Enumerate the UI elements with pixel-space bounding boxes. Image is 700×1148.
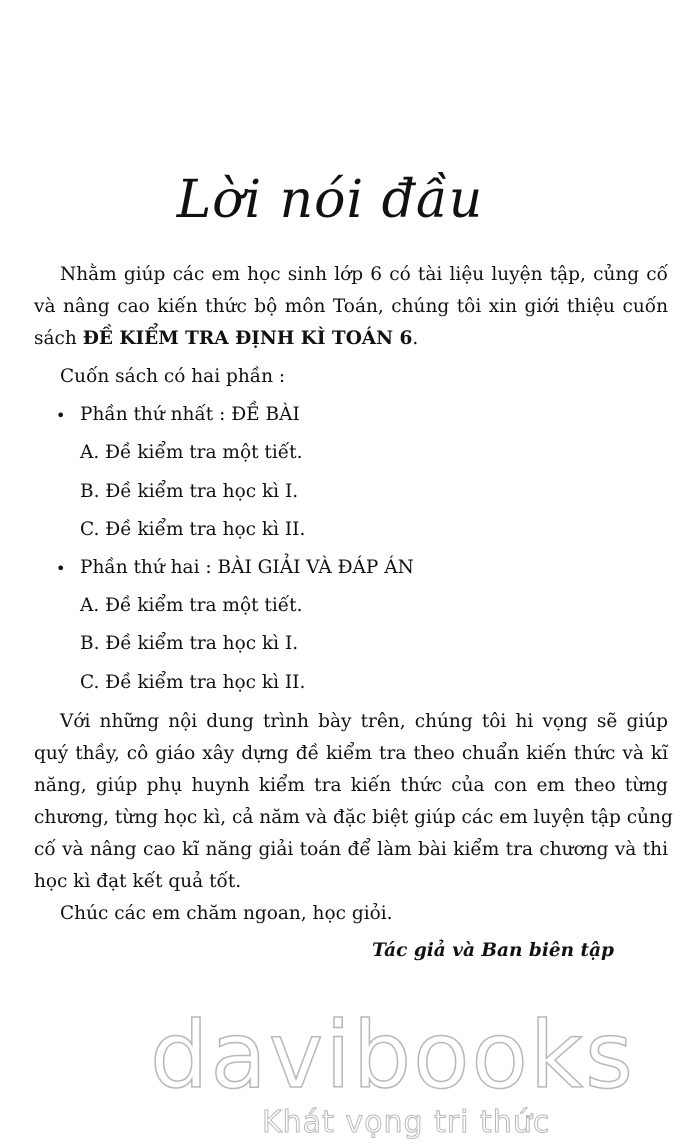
bullet-icon: • (56, 559, 66, 578)
intro-line-3 (34, 323, 668, 355)
intro-line-1: Nhằm giúp các em học sinh lớp 6 có tài liệu luyện tập, củng cố (60, 264, 668, 285)
page-title: Lời nói đầu (176, 170, 484, 230)
part-2-item-c: C. Đề kiểm tra học kì II. (80, 672, 306, 693)
part-2-item-b: B. Đề kiểm tra học kì I. (80, 633, 299, 654)
part-1-item-c: C. Đề kiểm tra học kì II. (80, 519, 306, 540)
intro-line-3-suffix: . (412, 328, 419, 349)
closing-paragraph (34, 706, 673, 898)
closing-line-6: học kì đạt kết quả tốt. (34, 871, 242, 892)
intro-line-2: và nâng cao kiến thức bộ môn Toán, chúng tôi xin giới thiệu cuốn (34, 296, 668, 317)
closing-line-5: cố và nâng cao kĩ năng giải toán để làm bài kiểm tra chương và thi (34, 839, 668, 860)
watermark-slogan: Khát vọng tri thức (262, 1105, 551, 1140)
part-1-item-a: A. Đề kiểm tra một tiết. (80, 442, 303, 463)
part-1-heading: Phần thứ nhất : ĐỀ BÀI (80, 404, 300, 425)
part-1-item-b: B. Đề kiểm tra học kì I. (80, 481, 299, 502)
wishes-line: Chúc các em chăm ngoan, học giỏi. (60, 903, 393, 924)
closing-line-1: Với những nội dung trình bày trên, chúng tôi hi vọng sẽ giúp (60, 711, 668, 732)
closing-line-4: chương, từng học kì, cả năm và đặc biệt giúp các em luyện tập củng (34, 807, 673, 828)
bullet-icon: • (56, 406, 66, 425)
intro-line-3-prefix: sách (34, 328, 77, 349)
structure-intro: Cuốn sách có hai phần : (60, 366, 286, 387)
signature: Tác giả và Ban biên tập (372, 940, 614, 961)
part-2-item-a: A. Đề kiểm tra một tiết. (80, 595, 303, 616)
watermark-brand: davibooks (150, 1002, 635, 1109)
closing-line-3: năng, giúp phụ huynh kiểm tra kiến thức của con em theo từng (34, 775, 668, 796)
part-2-heading: Phần thứ hai : BÀI GIẢI VÀ ĐÁP ÁN (80, 557, 414, 578)
closing-line-2: quý thầy, cô giáo xây dựng đề kiểm tra theo chuẩn kiến thức và kĩ (34, 743, 668, 764)
book-title: ĐỀ KIỂM TRA ĐỊNH KÌ TOÁN 6 (82, 328, 413, 349)
intro-paragraph (34, 259, 668, 355)
